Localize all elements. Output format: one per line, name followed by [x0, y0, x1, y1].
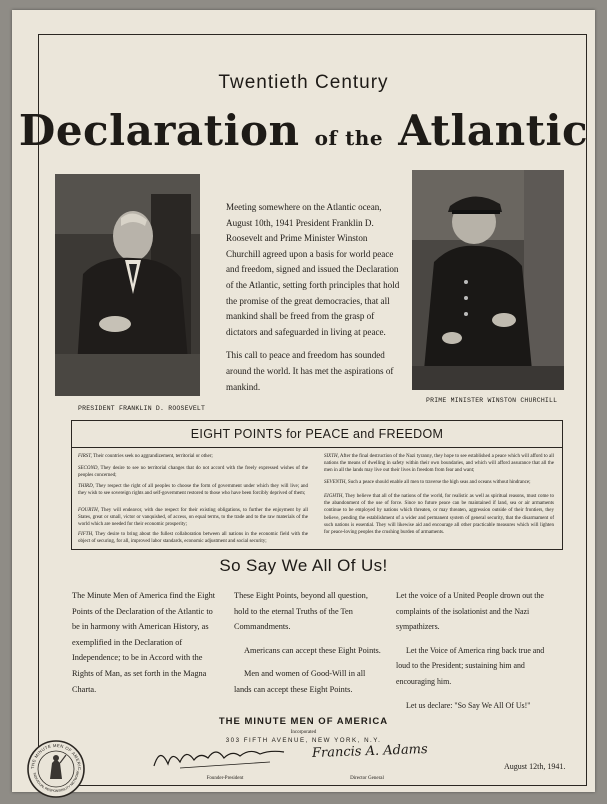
point-fifth: FIFTH, They desire to bring about the fullest collaboration between all nations in the economic field with the object of securing, for all, improved labor standards, economic adjustment and social security;: [78, 532, 308, 545]
point-fourth: FOURTH, They will endeavor, with due respect for their existing obligations, to further the enjoyment by all States, great or small, victor or vanquished, of access, on equal terms, to the trade and to the raw materials of the world which are needed for their economic prosperity;: [78, 508, 308, 528]
director-role: Director General: [350, 776, 384, 781]
eight-points-divider: [72, 447, 562, 448]
organization-address: 303 FIFTH AVENUE, NEW YORK, N.Y.: [225, 737, 382, 744]
founder-role: Founder-President: [206, 776, 244, 781]
title-word-declaration: Declaration: [18, 106, 300, 155]
seal-bottom-text: INDIVIDUAL RESPONSIBILITY NETWORK: [32, 770, 80, 794]
organization-name: THE MINUTE MEN OF AMERICA: [218, 716, 389, 727]
point-first: FIRST, Their countries seek no aggrandizement, territorial or other;: [78, 454, 213, 459]
declaration-date: August 12th, 1941.: [504, 762, 566, 771]
column-2-paragraph-3: Men and women of Good-Will in all lands can accept these Eight Points.: [234, 669, 366, 694]
roosevelt-caption: PRESIDENT FRANKLIN D. ROOSEVELT: [78, 405, 206, 412]
intro-paragraph-2: This call to peace and freedom has sounded around the world. It has met the aspirations of mankind.: [226, 350, 394, 392]
title-connector: of the: [314, 126, 384, 150]
churchill-caption: PRIME MINISTER WINSTON CHURCHILL: [426, 397, 558, 404]
churchill-photo: [412, 170, 564, 390]
column-3-paragraph-3: Let us declare: "So Say We All Of Us!": [406, 700, 531, 710]
director-signature: Francis A. Adams: [311, 741, 428, 762]
minute-men-seal: [26, 739, 86, 799]
subtitle: Twentieth Century: [218, 72, 389, 93]
page-title: [12, 106, 595, 163]
title-word-atlantic: Atlantic: [398, 106, 589, 155]
point-third: THIRD, They respect the right of all peoples to choose the form of government under which they will live; and they wish to see sovereign rights and self-government restored to those who have been forcibly deprived of them;: [78, 484, 308, 497]
point-sixth: SIXTH, After the final destruction of the Nazi tyranny, they hope to see established a peace which will afford to all nations the means of dwelling in safety within their own boundaries, and which will afford assurance that all the men in all the lands may live out their lives in freedom from fear and want;: [324, 454, 554, 474]
column-2-paragraph-1: These Eight Points, beyond all question, hold to the eternal Truths of the Ten Commandments.: [234, 591, 368, 632]
column-3-paragraph-2: Let the Voice of America ring back true and loud to the President; sustaining him and encouraging him.: [396, 645, 545, 686]
column-1: [72, 588, 222, 705]
poster-sheet: [12, 10, 595, 792]
seal-top-text: THE MINUTE MEN OF AMERIC: [29, 742, 83, 771]
intro-text: [226, 200, 402, 403]
column-2: [234, 588, 384, 706]
roosevelt-photo: [55, 174, 200, 396]
so-say-heading: So Say We All Of Us!: [219, 556, 388, 575]
column-1-text: The Minute Men of America find the Eight Points of the Declaration of the Atlantic to be in harmony with American History, as exemplified in the Declaration of Independence; to be in Accord with the Rights of Man, as set forth in the Magna Charta.: [72, 591, 216, 694]
eight-points-box: [71, 420, 563, 550]
column-3-paragraph-1: Let the voice of a United People drown out the complaints of the isolationist and the Nazi sympathizers.: [396, 591, 544, 632]
incorporated-label: Incorporated: [290, 730, 317, 735]
column-2-paragraph-2: Americans can accept these Eight Points.: [244, 645, 381, 655]
column-3: [396, 588, 554, 721]
point-second: SECOND, They desire to see no territorial changes that do not accord with the freely expressed wishes of the peoples concerned;: [78, 466, 308, 479]
founder-signature: [150, 740, 290, 776]
intro-paragraph-1: Meeting somewhere on the Atlantic ocean, August 10th, 1941 President Franklin D. Roosevelt and Prime Minister Winston Churchill agreed upon a basis for world peace and freedom, signed and issued the Declaration of the Atlantic, setting forth principles that hold the promise of the great democracies, that all mankind shall be freed from the grasp of dictators and safeguarded in living at peace.: [226, 202, 400, 337]
point-eighth: EIGHTH, They believe that all of the nations of the world, for realistic as well as spiritual reasons, must come to the abandonment of the use of force. Since no future peace can be maintained if land, sea or air armaments continue to be employed by nations which threaten, or may threaten, aggression outside of their frontiers, they believe, pending the establishment of a wider and permanent system of general security, that the disarmament of such nations is essential. They will likewise aid and encourage all other practicable measures which will lighten for peace-loving peoples the crushing burden of armaments.: [324, 494, 554, 536]
point-seventh: SEVENTH, Such a peace should enable all men to traverse the high seas and oceans without hindrance;: [324, 480, 531, 485]
eight-points-heading: EIGHT POINTS for PEACE and FREEDOM: [190, 427, 444, 441]
